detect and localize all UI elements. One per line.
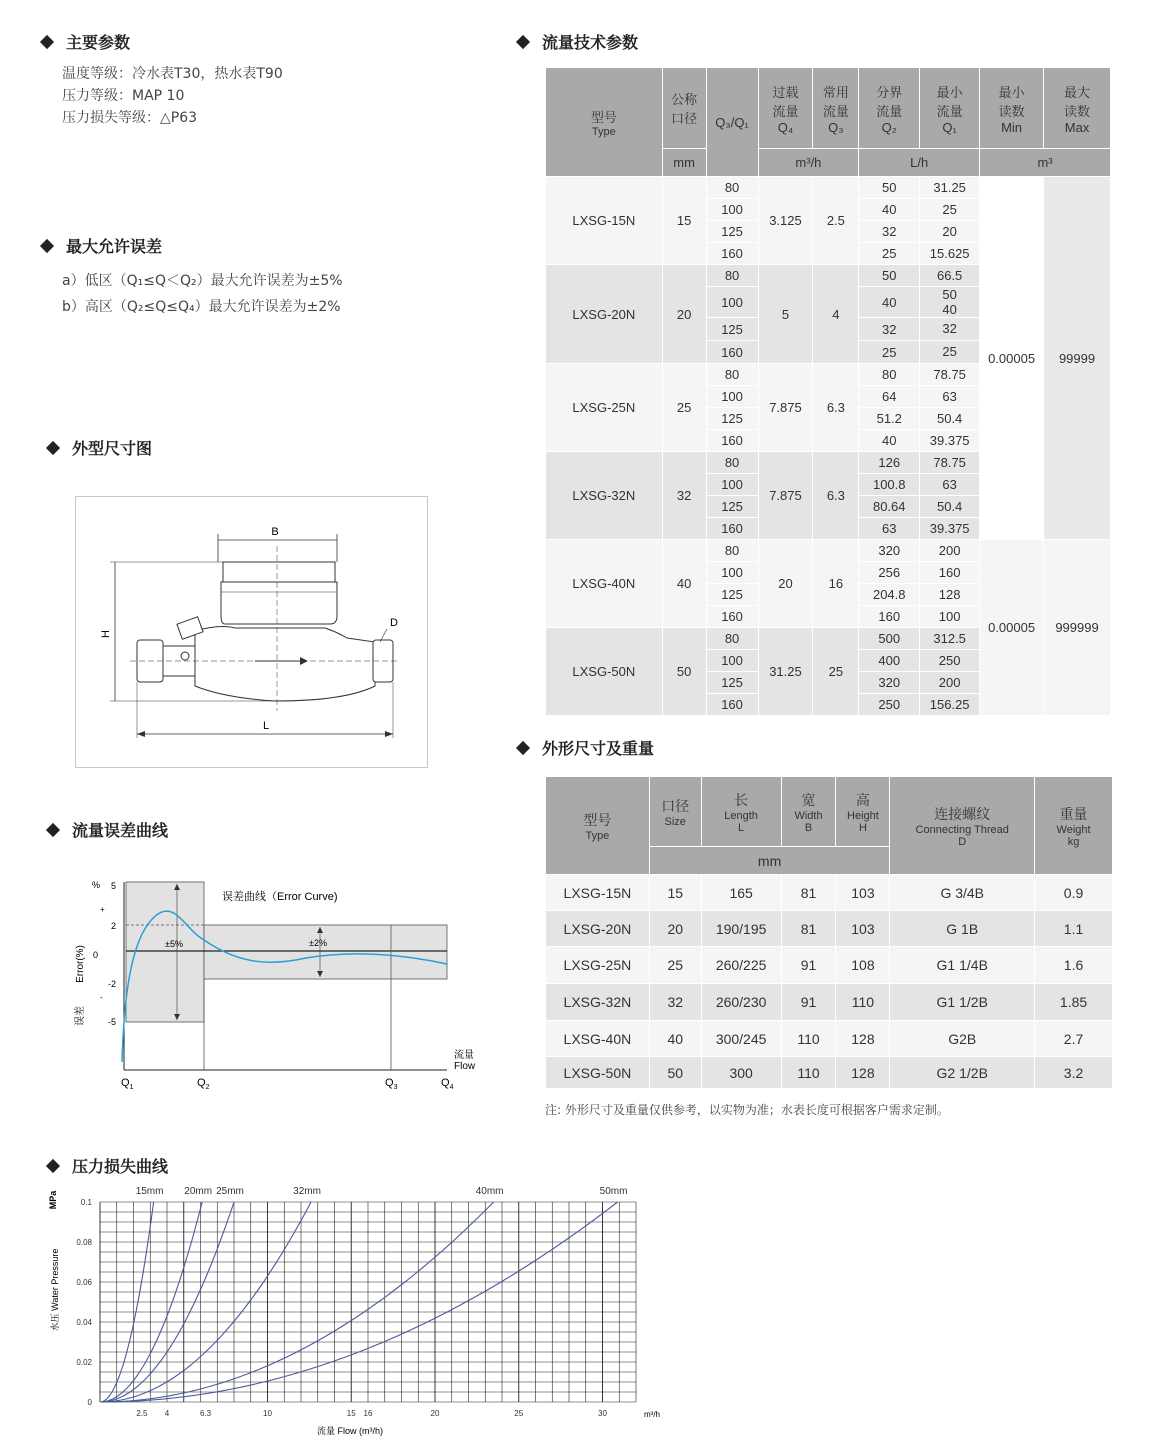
q1-cell: 66.5 [920,265,980,287]
ratio-cell: 160 [706,243,758,265]
y-axis-label: 水压 Water Pressure [50,1248,60,1332]
q3-cell: 6.3 [813,364,859,452]
q2-cell: 204.8 [859,584,920,606]
section-title: 主要参数 [66,33,131,52]
q1-cell: 128 [920,584,980,606]
th-weight: 重量 Weight kg [1035,777,1113,875]
q2-cell: 40 [859,430,920,452]
dims-note: 注: 外形尺寸及重量仅供参考，以实物为准；水表长度可根据客户需求定制。 [545,1103,949,1117]
weight-cell: 1.1 [1035,911,1113,947]
th-height: 高 Height H [836,777,890,847]
th-q3: 常用 流量 Q₃ [813,68,859,149]
section-pressure-curve [48,1154,168,1177]
ratio-cell: 125 [706,584,758,606]
table-row [546,1021,1113,1057]
ratio-cell: 160 [706,341,758,364]
q1-cell: 312.5 [920,628,980,650]
diamond-bullet-icon [46,440,60,454]
thread-cell: G 3/4B [890,875,1035,911]
q2-cell: 256 [859,562,920,584]
width-cell: 81 [781,911,836,947]
q1-cell: 156.25 [920,694,980,716]
y-label-cn: 误差 [75,1006,86,1026]
x-tick-label: 25 [514,1409,524,1418]
table-row [546,984,1113,1021]
ratio-cell: 125 [706,408,758,430]
q4-cell: 20 [758,540,813,628]
size-cell: 50 [649,1057,701,1089]
dim-b-label: B [271,526,279,538]
minus-sign: - [100,993,103,1002]
q1-cell: 250 [920,650,980,672]
outline-drawing [75,496,428,768]
x-tick-label: 20 [430,1409,440,1418]
th-max: 最大 读数 Max [1044,68,1111,149]
ratio-cell: 160 [706,518,758,540]
width-cell: 91 [781,947,836,984]
x-tick-label: 6.3 [199,1409,212,1418]
ratio-cell: 125 [706,496,758,518]
th-q1: 最小 流量 Q₁ [920,68,980,149]
q2-cell: 320 [859,672,920,694]
q1-cell: 200 [920,540,980,562]
section-title: 流量误差曲线 [72,821,169,840]
q2-cell: 126 [859,452,920,474]
ytick-label: 5 [110,881,116,891]
q1-cell: 100 [920,606,980,628]
q4-cell: 31.25 [758,628,813,716]
series-label: 32mm [293,1186,321,1197]
dims-weight-table [545,776,1113,1089]
height-cell: 128 [836,1021,890,1057]
q1-cell: 78.75 [920,452,980,474]
error-curve-chart [66,872,486,1094]
q2-cell: 160 [859,606,920,628]
th-q4: 过载 流量 Q₄ [758,68,813,149]
dn-cell: 50 [662,628,706,716]
diamond-bullet-icon [40,238,54,252]
series-label: 25mm [216,1186,244,1197]
th-unit-m3: m³ [980,149,1111,177]
model-cell: LXSG-25N [546,947,650,984]
th-length: 长 Length L [701,777,781,847]
ratio-cell: 125 [706,672,758,694]
thread-cell: G2B [890,1021,1035,1057]
width-cell: 110 [781,1021,836,1057]
table-row [546,540,1111,562]
q1-cell: 31.25 [920,177,980,199]
q1-label: $Q_1$ [121,1077,134,1091]
q2-cell: 50 [859,265,920,287]
ratio-cell: 100 [706,474,758,496]
y-label-en: Error(%) [75,945,86,983]
min-reading-cell: 0.00005 [980,540,1044,716]
q1-cell: 200 [920,672,980,694]
ratio-cell: 100 [706,562,758,584]
dn-cell: 25 [662,364,706,452]
q1-cell: 39.375 [920,518,980,540]
q2-cell: 500 [859,628,920,650]
width-cell: 81 [781,875,836,911]
x-tick-label: 16 [363,1409,373,1418]
y-tick-label: 0.02 [76,1358,92,1367]
model-cell: LXSG-20N [546,265,663,364]
size-cell: 32 [649,984,701,1021]
section-max-error [42,234,162,257]
ratio-cell: 160 [706,606,758,628]
ratio-cell: 100 [706,650,758,672]
q1-cell: 160 [920,562,980,584]
diamond-bullet-icon [46,1158,60,1172]
plus-sign: + [100,905,105,914]
q1-cell: 25 [920,199,980,221]
q4-cell: 5 [758,265,813,364]
q1-cell: 15.625 [920,243,980,265]
size-cell: 15 [649,875,701,911]
x-tick-label: 15 [346,1409,356,1418]
ratio-cell: 100 [706,386,758,408]
ratio-cell: 80 [706,265,758,287]
max-reading-cell: 999999 [1044,540,1111,716]
q2-cell: 51.2 [859,408,920,430]
ratio-cell: 100 [706,199,758,221]
weight-cell: 3.2 [1035,1057,1113,1089]
q4-label: $Q_4$ [441,1077,454,1091]
flow-params-table [545,67,1111,716]
dn-cell: 32 [662,452,706,540]
series-label: 15mm [135,1186,164,1197]
section-title: 流量技术参数 [542,33,639,52]
y-tick-label: 0 [87,1398,92,1407]
flow-label-cn: 流量 [454,1050,474,1061]
model-cell: LXSG-50N [546,1057,650,1089]
th-unit-mm: mm [662,149,706,177]
q1-cell: 78.75 [920,364,980,386]
y-unit: MPa [48,1190,58,1210]
th-thread: 连接螺纹 Connecting Thread D [890,777,1035,875]
th-type: 型号 Type [546,68,663,177]
height-cell: 110 [836,984,890,1021]
thread-cell: G2 1/2B [890,1057,1035,1089]
flow-label-en: Flow [454,1061,476,1072]
q1-cell: 63 [920,386,980,408]
table-row [546,911,1113,947]
length-cell: 300 [701,1057,781,1089]
section-title: 最大允许误差 [66,237,163,256]
model-cell: LXSG-25N [546,364,663,452]
weight-cell: 1.6 [1035,947,1113,984]
th-dn: 公称 口径 [662,68,706,149]
series-label: 40mm [475,1186,504,1197]
length-cell: 190/195 [701,911,781,947]
th-q2: 分界 流量 Q₂ [859,68,920,149]
q1-cell: 39.375 [920,430,980,452]
q1-cell: 32 [920,318,980,341]
q2-cell: 32 [859,221,920,243]
q2-label: $Q_2$ [197,1077,210,1091]
dim-l-label: L [262,720,270,732]
length-cell: 260/230 [701,984,781,1021]
band-5-label: ±5% [165,939,183,949]
y-tick-label: 0.06 [76,1278,92,1287]
q2-cell: 80.64 [859,496,920,518]
height-cell: 108 [836,947,890,984]
error-curve-title: 误差曲线（Error Curve) [222,891,338,903]
table-row [546,875,1113,911]
chart-grid [100,1202,636,1402]
q1-cell: 25 [920,341,980,364]
min-reading-cell: 0.00005 [980,177,1044,540]
q4-cell: 3.125 [758,177,813,265]
ratio-cell: 100 [706,287,758,318]
diamond-bullet-icon [516,740,530,754]
q2-cell: 40 [859,287,920,318]
ytick-label: -5 [107,1017,116,1027]
model-cell: LXSG-40N [546,540,663,628]
dn-cell: 40 [662,540,706,628]
section-title: 外形尺寸及重量 [542,739,655,758]
q3-cell: 2.5 [813,177,859,265]
q2-cell: 50 [859,177,920,199]
th-ratio: Q₃/Q₁ [706,68,758,177]
ratio-cell: 80 [706,177,758,199]
q1-cell: 50 40 [920,287,980,318]
error-item: a）低区（Q₁≤Q＜Q₂）最大允许误差为±5% [62,273,343,289]
section-main-params [42,30,130,53]
x-axis-label: 流量 Flow (m³/h) [317,1426,383,1436]
q1-cell: 50.4 [920,496,980,518]
diamond-bullet-icon [516,34,530,48]
q4-cell: 7.875 [758,452,813,540]
diamond-bullet-icon [40,34,54,48]
q1-cell: 50.4 [920,408,980,430]
model-cell: LXSG-40N [546,1021,650,1057]
param-item: 压力等级：MAP 10 [62,88,185,104]
th-unit-m3h: m³/h [758,149,859,177]
length-cell: 300/245 [701,1021,781,1057]
thread-cell: G1 1/4B [890,947,1035,984]
series-label: 20mm [184,1186,213,1197]
section-dims-weight [518,736,654,759]
pressure-loss-chart [40,1180,680,1442]
x-unit: m³/h [644,1410,660,1419]
table-row [546,947,1113,984]
model-cell: LXSG-50N [546,628,663,716]
height-cell: 103 [836,875,890,911]
q3-cell: 4 [813,265,859,364]
q2-cell: 32 [859,318,920,341]
ytick-label: -2 [107,979,116,989]
q1-cell: 20 [920,221,980,243]
ratio-cell: 80 [706,540,758,562]
x-tick-label: 30 [598,1409,607,1418]
width-cell: 110 [781,1057,836,1089]
width-cell: 91 [781,984,836,1021]
ratio-cell: 125 [706,318,758,341]
size-cell: 25 [649,947,701,984]
th-type: 型号 Type [546,777,650,875]
section-flow-params [518,30,638,53]
q3-cell: 16 [813,540,859,628]
series-label: 50mm [599,1186,628,1197]
table-row [546,177,1111,199]
dim-d-label: D [390,617,398,629]
param-item: 压力损失等级：△P63 [62,110,198,126]
section-title: 外型尺寸图 [72,439,153,458]
q3-label: $Q_3$ [385,1077,398,1091]
length-cell: 260/225 [701,947,781,984]
model-cell: LXSG-32N [546,452,663,540]
size-cell: 40 [649,1021,701,1057]
th-size: 口径 Size [649,777,701,847]
diamond-bullet-icon [46,822,60,836]
section-error-curve [48,818,168,841]
ratio-cell: 160 [706,430,758,452]
y-tick-label: 0.04 [76,1318,92,1327]
main-params-list [62,63,283,129]
section-outline [48,436,152,459]
q2-cell: 25 [859,341,920,364]
model-cell: LXSG-15N [546,177,663,265]
q4-cell: 7.875 [758,364,813,452]
weight-cell: 0.9 [1035,875,1113,911]
length-cell: 165 [701,875,781,911]
ratio-cell: 80 [706,628,758,650]
x-tick-label: 4 [164,1409,170,1418]
thread-cell: G1 1/2B [890,984,1035,1021]
band-2-label: ±2% [309,938,327,948]
q1-cell: 63 [920,474,980,496]
y-tick-label: 0.08 [76,1238,92,1247]
q3-cell: 25 [813,628,859,716]
ratio-cell: 125 [706,221,758,243]
q2-cell: 64 [859,386,920,408]
model-cell: LXSG-15N [546,875,650,911]
q2-cell: 320 [859,540,920,562]
dn-cell: 15 [662,177,706,265]
ratio-cell: 160 [706,694,758,716]
model-cell: LXSG-20N [546,911,650,947]
q2-cell: 63 [859,518,920,540]
th-unit-mm: mm [649,847,890,875]
q2-cell: 100.8 [859,474,920,496]
height-cell: 128 [836,1057,890,1089]
size-cell: 20 [649,911,701,947]
x-tick-label: 2.5 [136,1409,148,1418]
q2-cell: 40 [859,199,920,221]
ytick-label: 0 [92,950,98,960]
thread-cell: G 1B [890,911,1035,947]
y-unit-label: % [92,880,101,890]
max-reading-cell: 99999 [1044,177,1111,540]
q2-cell: 80 [859,364,920,386]
param-item: 温度等级：冷水表T30，热水表T90 [62,66,283,82]
th-unit-lh: L/h [859,149,980,177]
max-error-list [62,268,343,320]
table-row [546,1057,1113,1089]
dn-cell: 20 [662,265,706,364]
dim-h-label: H [100,630,112,638]
q2-cell: 25 [859,243,920,265]
q2-cell: 250 [859,694,920,716]
y-tick-label: 0.1 [80,1198,92,1207]
x-tick-label: 10 [263,1409,272,1418]
th-min: 最小 读数 Min [980,68,1044,149]
error-item: b）高区（Q₂≤Q≤Q₄）最大允许误差为±2% [62,299,341,315]
q2-cell: 400 [859,650,920,672]
ytick-label: 2 [110,921,116,931]
weight-cell: 1.85 [1035,984,1113,1021]
th-width: 宽 Width B [781,777,836,847]
q3-cell: 6.3 [813,452,859,540]
ratio-cell: 80 [706,452,758,474]
weight-cell: 2.7 [1035,1021,1113,1057]
height-cell: 103 [836,911,890,947]
section-title: 压力损失曲线 [72,1157,169,1176]
model-cell: LXSG-32N [546,984,650,1021]
ratio-cell: 80 [706,364,758,386]
